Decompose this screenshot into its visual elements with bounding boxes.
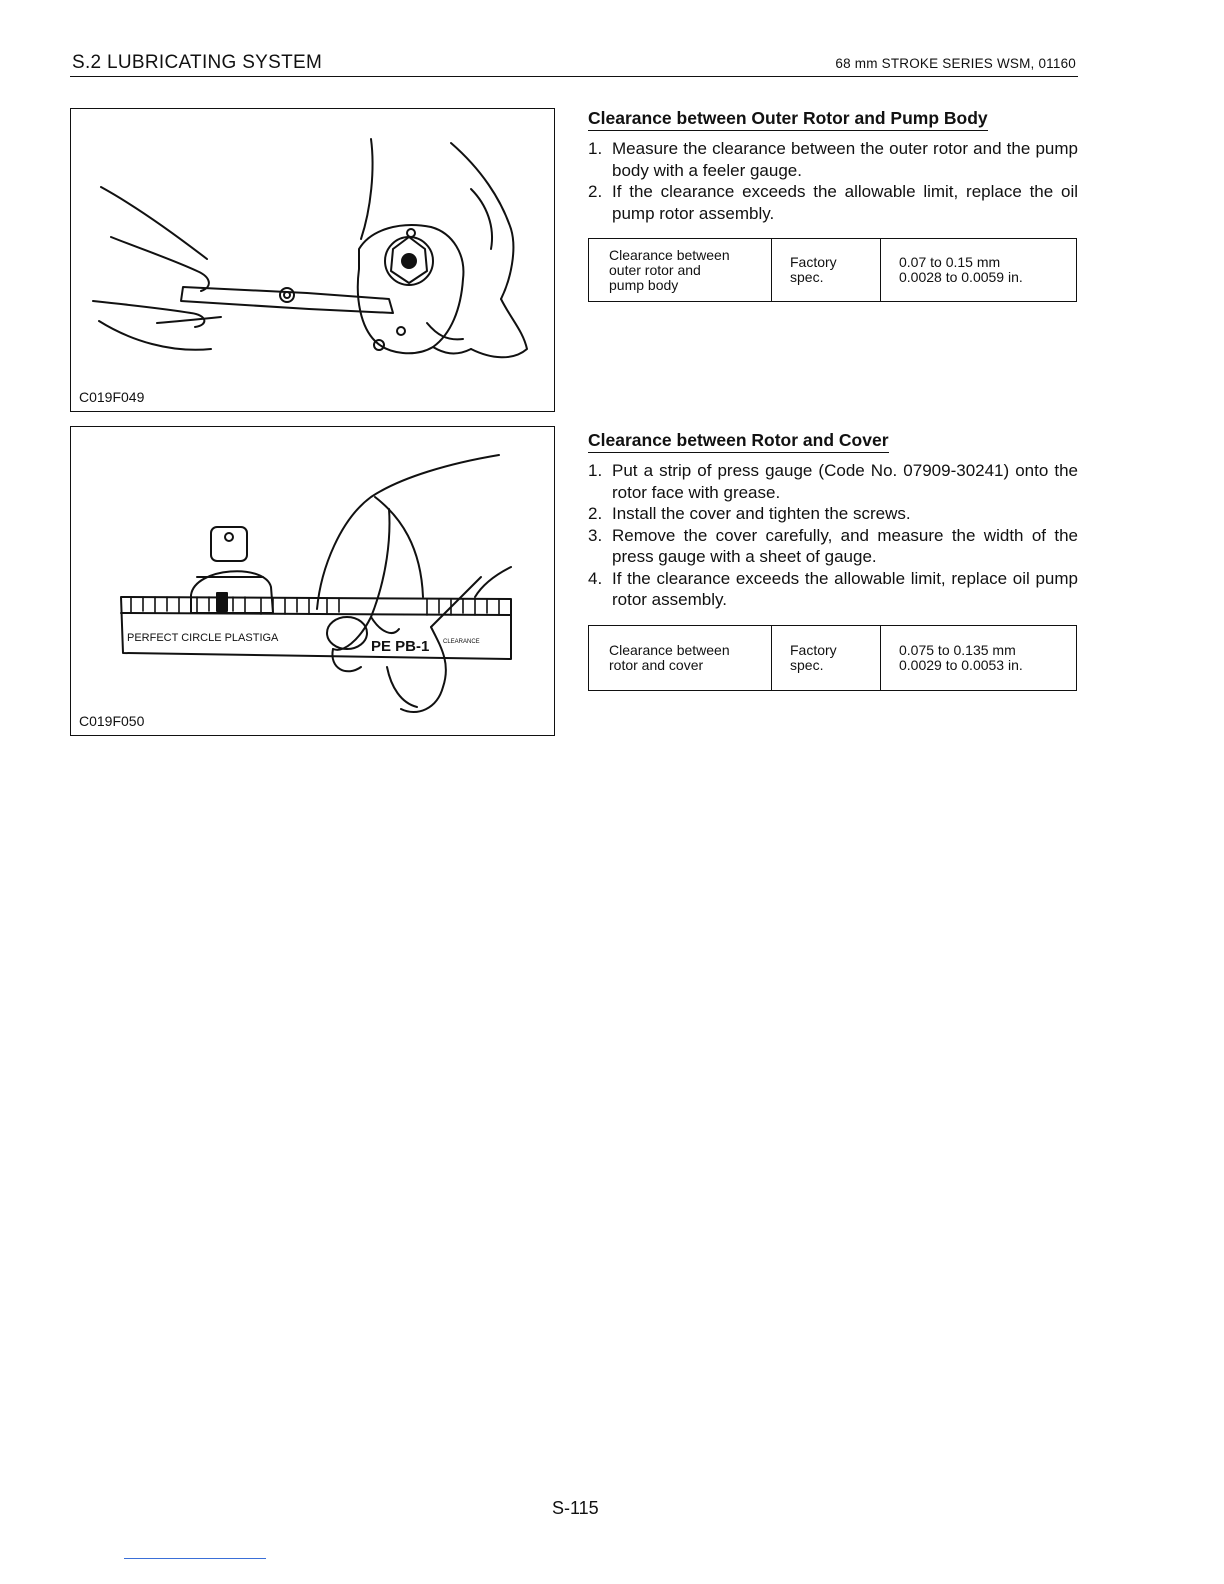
- figure-code: C019F049: [79, 389, 145, 405]
- step-item: 4. If the clearance exceeds the allowable limit, replace oil pump rotor assembly.: [588, 568, 1078, 609]
- section-rotor-cover: [588, 430, 1078, 691]
- spec-table: [588, 625, 1077, 691]
- spec-value: 0.07 to 0.15 mm 0.0028 to 0.0059 in.: [881, 239, 1077, 302]
- spec-item: Clearance between outer rotor and pump body: [589, 239, 772, 302]
- press-gauge-strip-illustration: [71, 427, 553, 733]
- gauge-clearance-word: CLEARANCE: [443, 639, 480, 645]
- figure-press-gauge: [70, 426, 555, 736]
- spec-table: [588, 238, 1077, 302]
- series-label: 68 mm STROKE SERIES WSM, 01160: [835, 56, 1076, 71]
- header-rule: [70, 76, 1078, 77]
- step-list: [588, 460, 1078, 611]
- section-heading: S.2 LUBRICATING SYSTEM: [72, 52, 323, 73]
- figure-code: C019F050: [79, 713, 145, 729]
- step-item: 2. If the clearance exceeds the allowable limit, replace the oil pump rotor assembly.: [588, 182, 1078, 223]
- figure-feeler-gauge: [70, 108, 555, 412]
- section-title: Clearance between Rotor and Cover: [588, 430, 889, 453]
- step-list: [588, 138, 1078, 224]
- feeler-gauge-on-pump-illustration: [71, 109, 553, 409]
- step-item: 1. Measure the clearance between the outer rotor and the pump body with a feeler gauge.: [588, 139, 1078, 180]
- gauge-model-text: PE PB-1: [371, 638, 430, 655]
- spec-kind: Factory spec.: [772, 239, 881, 302]
- footer-rule: [124, 1558, 266, 1559]
- step-item: 3. Remove the cover carefully, and measure the width of the press gauge with a sheet of gauge.: [588, 525, 1078, 566]
- page-number: S-115: [552, 1498, 599, 1518]
- gauge-strip-text: PERFECT CIRCLE PLASTIGA: [127, 632, 279, 644]
- section-outer-rotor: [588, 108, 1078, 302]
- spec-item: Clearance between rotor and cover: [589, 625, 772, 690]
- spec-value: 0.075 to 0.135 mm 0.0029 to 0.0053 in.: [881, 625, 1077, 690]
- section-title: Clearance between Outer Rotor and Pump Body: [588, 108, 988, 131]
- step-item: 1. Put a strip of press gauge (Code No. 07909-30241) onto the rotor face with grease.: [588, 461, 1078, 502]
- spec-kind: Factory spec.: [772, 625, 881, 690]
- step-item: 2. Install the cover and tighten the screws.: [588, 504, 911, 523]
